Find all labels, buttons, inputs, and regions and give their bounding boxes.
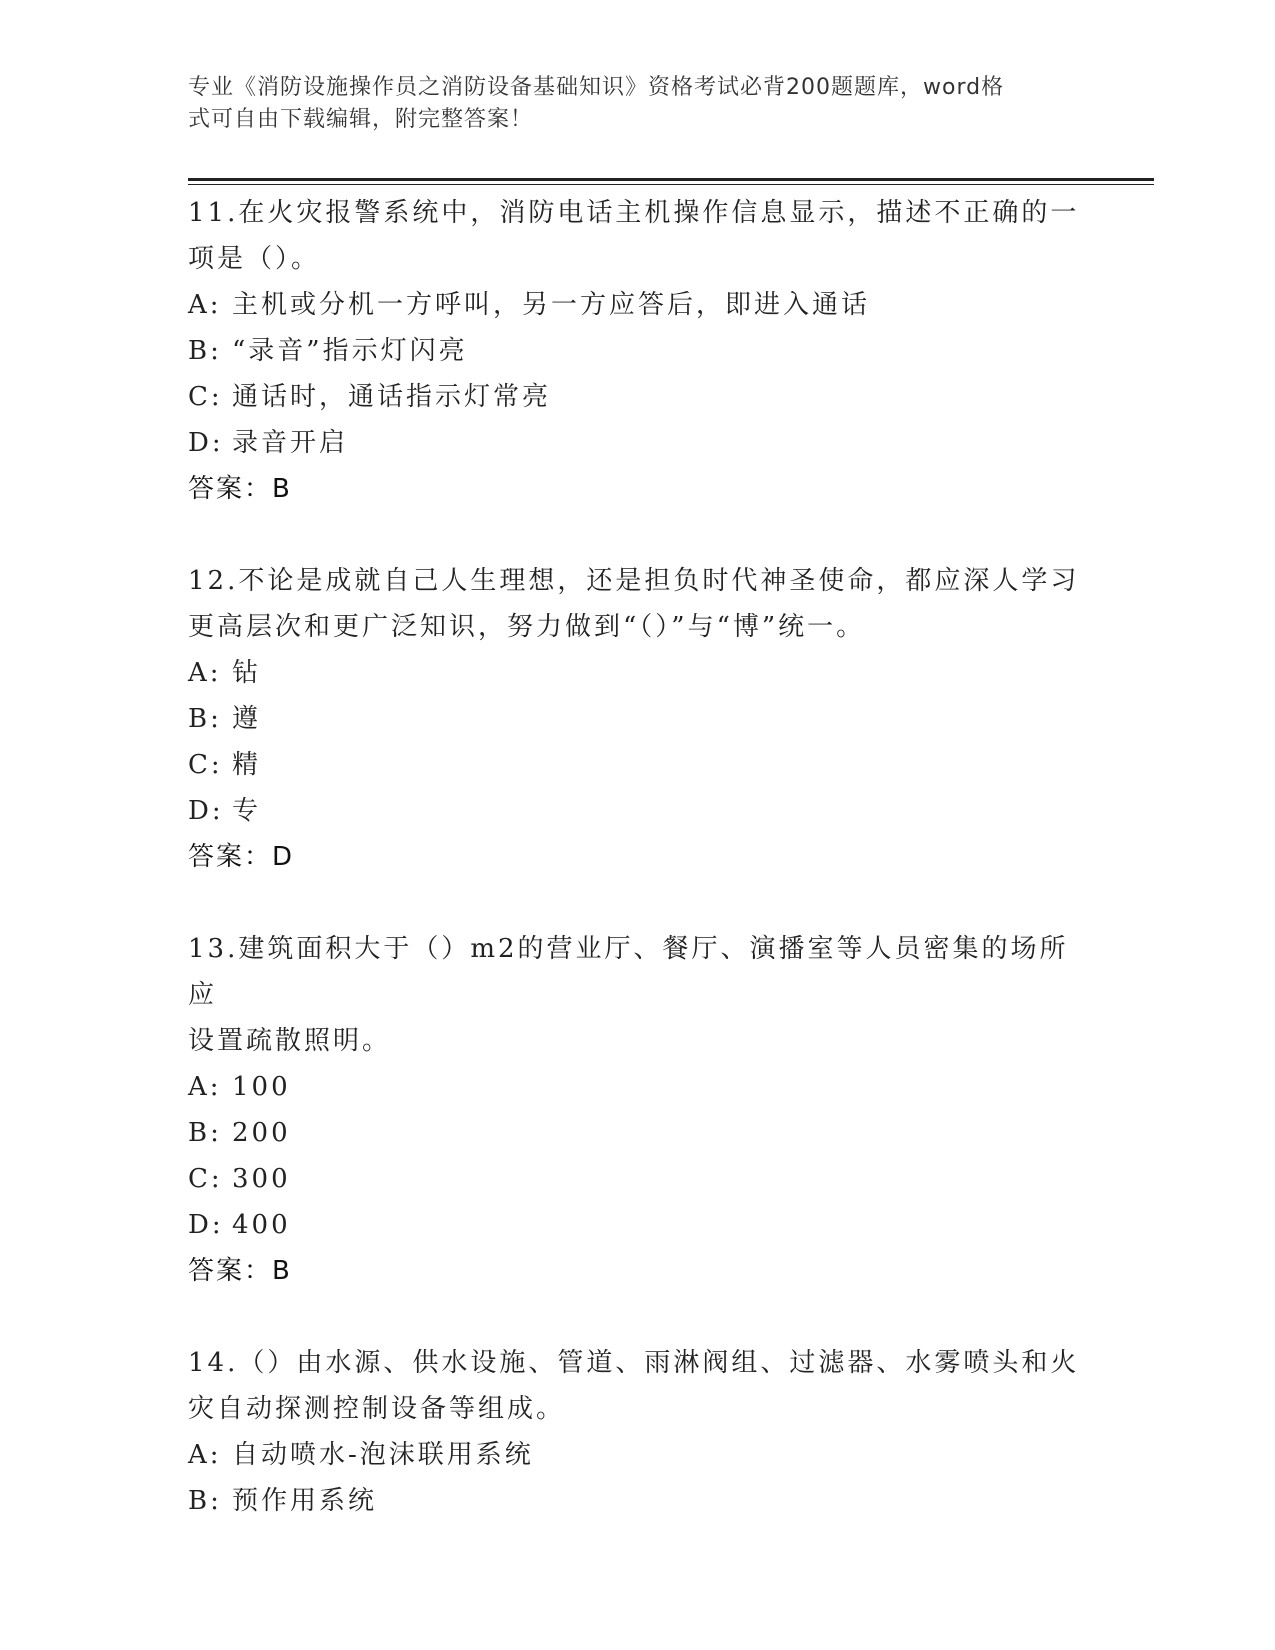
question-stem-continued: 灾自动探测控制设备等组成。 [188, 1394, 566, 1424]
option-b [188, 1110, 1088, 1156]
option-text: 400 [232, 1210, 291, 1240]
option-text: 300 [232, 1164, 291, 1194]
option-text: 预作用系统 [232, 1486, 378, 1516]
option-key: D: [188, 796, 224, 826]
option-key: B: [188, 1118, 222, 1148]
question-stem: 11.在火灾报警系统中，消防电话主机操作信息显示，描述不正确的一 [188, 198, 1080, 228]
option-d [188, 788, 1088, 834]
option-key: A: [188, 290, 222, 320]
option-text: 200 [232, 1118, 291, 1148]
option-key: A: [188, 1072, 222, 1102]
option-text: 精 [232, 750, 262, 780]
option-text: 100 [232, 1072, 291, 1102]
document-header [188, 72, 1068, 136]
option-d [188, 420, 1088, 466]
header-line-1: 专业《消防设施操作员之消防设备基础知识》资格考试必背200题题库，word格 [188, 75, 1005, 100]
question-stem-continued: 更高层次和更广泛知识，努力做到“（）”与“博”统一。 [188, 612, 866, 642]
option-text: 专 [232, 796, 262, 826]
option-a [188, 1064, 1088, 1110]
question-stem-continued: 项是（）。 [188, 244, 321, 274]
option-key: A: [188, 1440, 222, 1470]
question-stem: 13.建筑面积大于（）m2的营业厅、餐厅、演播室等人员密集的场所应 [188, 934, 1069, 1010]
header-divider-thick [188, 178, 1154, 181]
answer-line: 答案：B [188, 1256, 292, 1286]
option-c [188, 374, 1088, 420]
question-12 [188, 558, 1088, 880]
option-d [188, 1202, 1088, 1248]
answer-line: 答案：D [188, 842, 295, 872]
option-text: 自动喷水-泡沫联用系统 [232, 1440, 534, 1470]
option-c [188, 1156, 1088, 1202]
option-text: 钻 [232, 658, 262, 688]
question-stem-continued: 设置疏散照明。 [188, 1026, 392, 1056]
question-stem: 14.（）由水源、供水设施、管道、雨淋阀组、过滤器、水雾喷头和火 [188, 1348, 1080, 1378]
header-divider-thin [188, 184, 1154, 185]
option-text: 遵 [232, 704, 262, 734]
option-text: 录音开启 [232, 428, 349, 458]
answer-line: 答案：B [188, 474, 292, 504]
question-list [188, 190, 1088, 1570]
question-13 [188, 926, 1088, 1294]
option-a [188, 282, 1088, 328]
option-text: 主机或分机一方呼叫，另一方应答后，即进入通话 [232, 290, 871, 320]
question-stem: 12.不论是成就自己人生理想，还是担负时代神圣使命，都应深人学习 [188, 566, 1080, 596]
question-11 [188, 190, 1088, 512]
option-b [188, 1478, 1088, 1524]
question-14 [188, 1340, 1088, 1524]
option-key: B: [188, 1486, 222, 1516]
option-key: B: [188, 336, 222, 366]
option-key: C: [188, 1164, 223, 1194]
option-a [188, 650, 1088, 696]
header-line-2: 式可自由下载编辑，附完整答案！ [188, 107, 534, 132]
option-text: “录音”指示灯闪亮 [232, 336, 468, 366]
option-key: A: [188, 658, 222, 688]
option-c [188, 742, 1088, 788]
option-key: B: [188, 704, 222, 734]
option-b [188, 328, 1088, 374]
option-b [188, 696, 1088, 742]
option-a [188, 1432, 1088, 1478]
option-key: D: [188, 1210, 224, 1240]
option-key: C: [188, 382, 223, 412]
option-text: 通话时，通话指示灯常亮 [232, 382, 552, 412]
option-key: C: [188, 750, 223, 780]
option-key: D: [188, 428, 224, 458]
